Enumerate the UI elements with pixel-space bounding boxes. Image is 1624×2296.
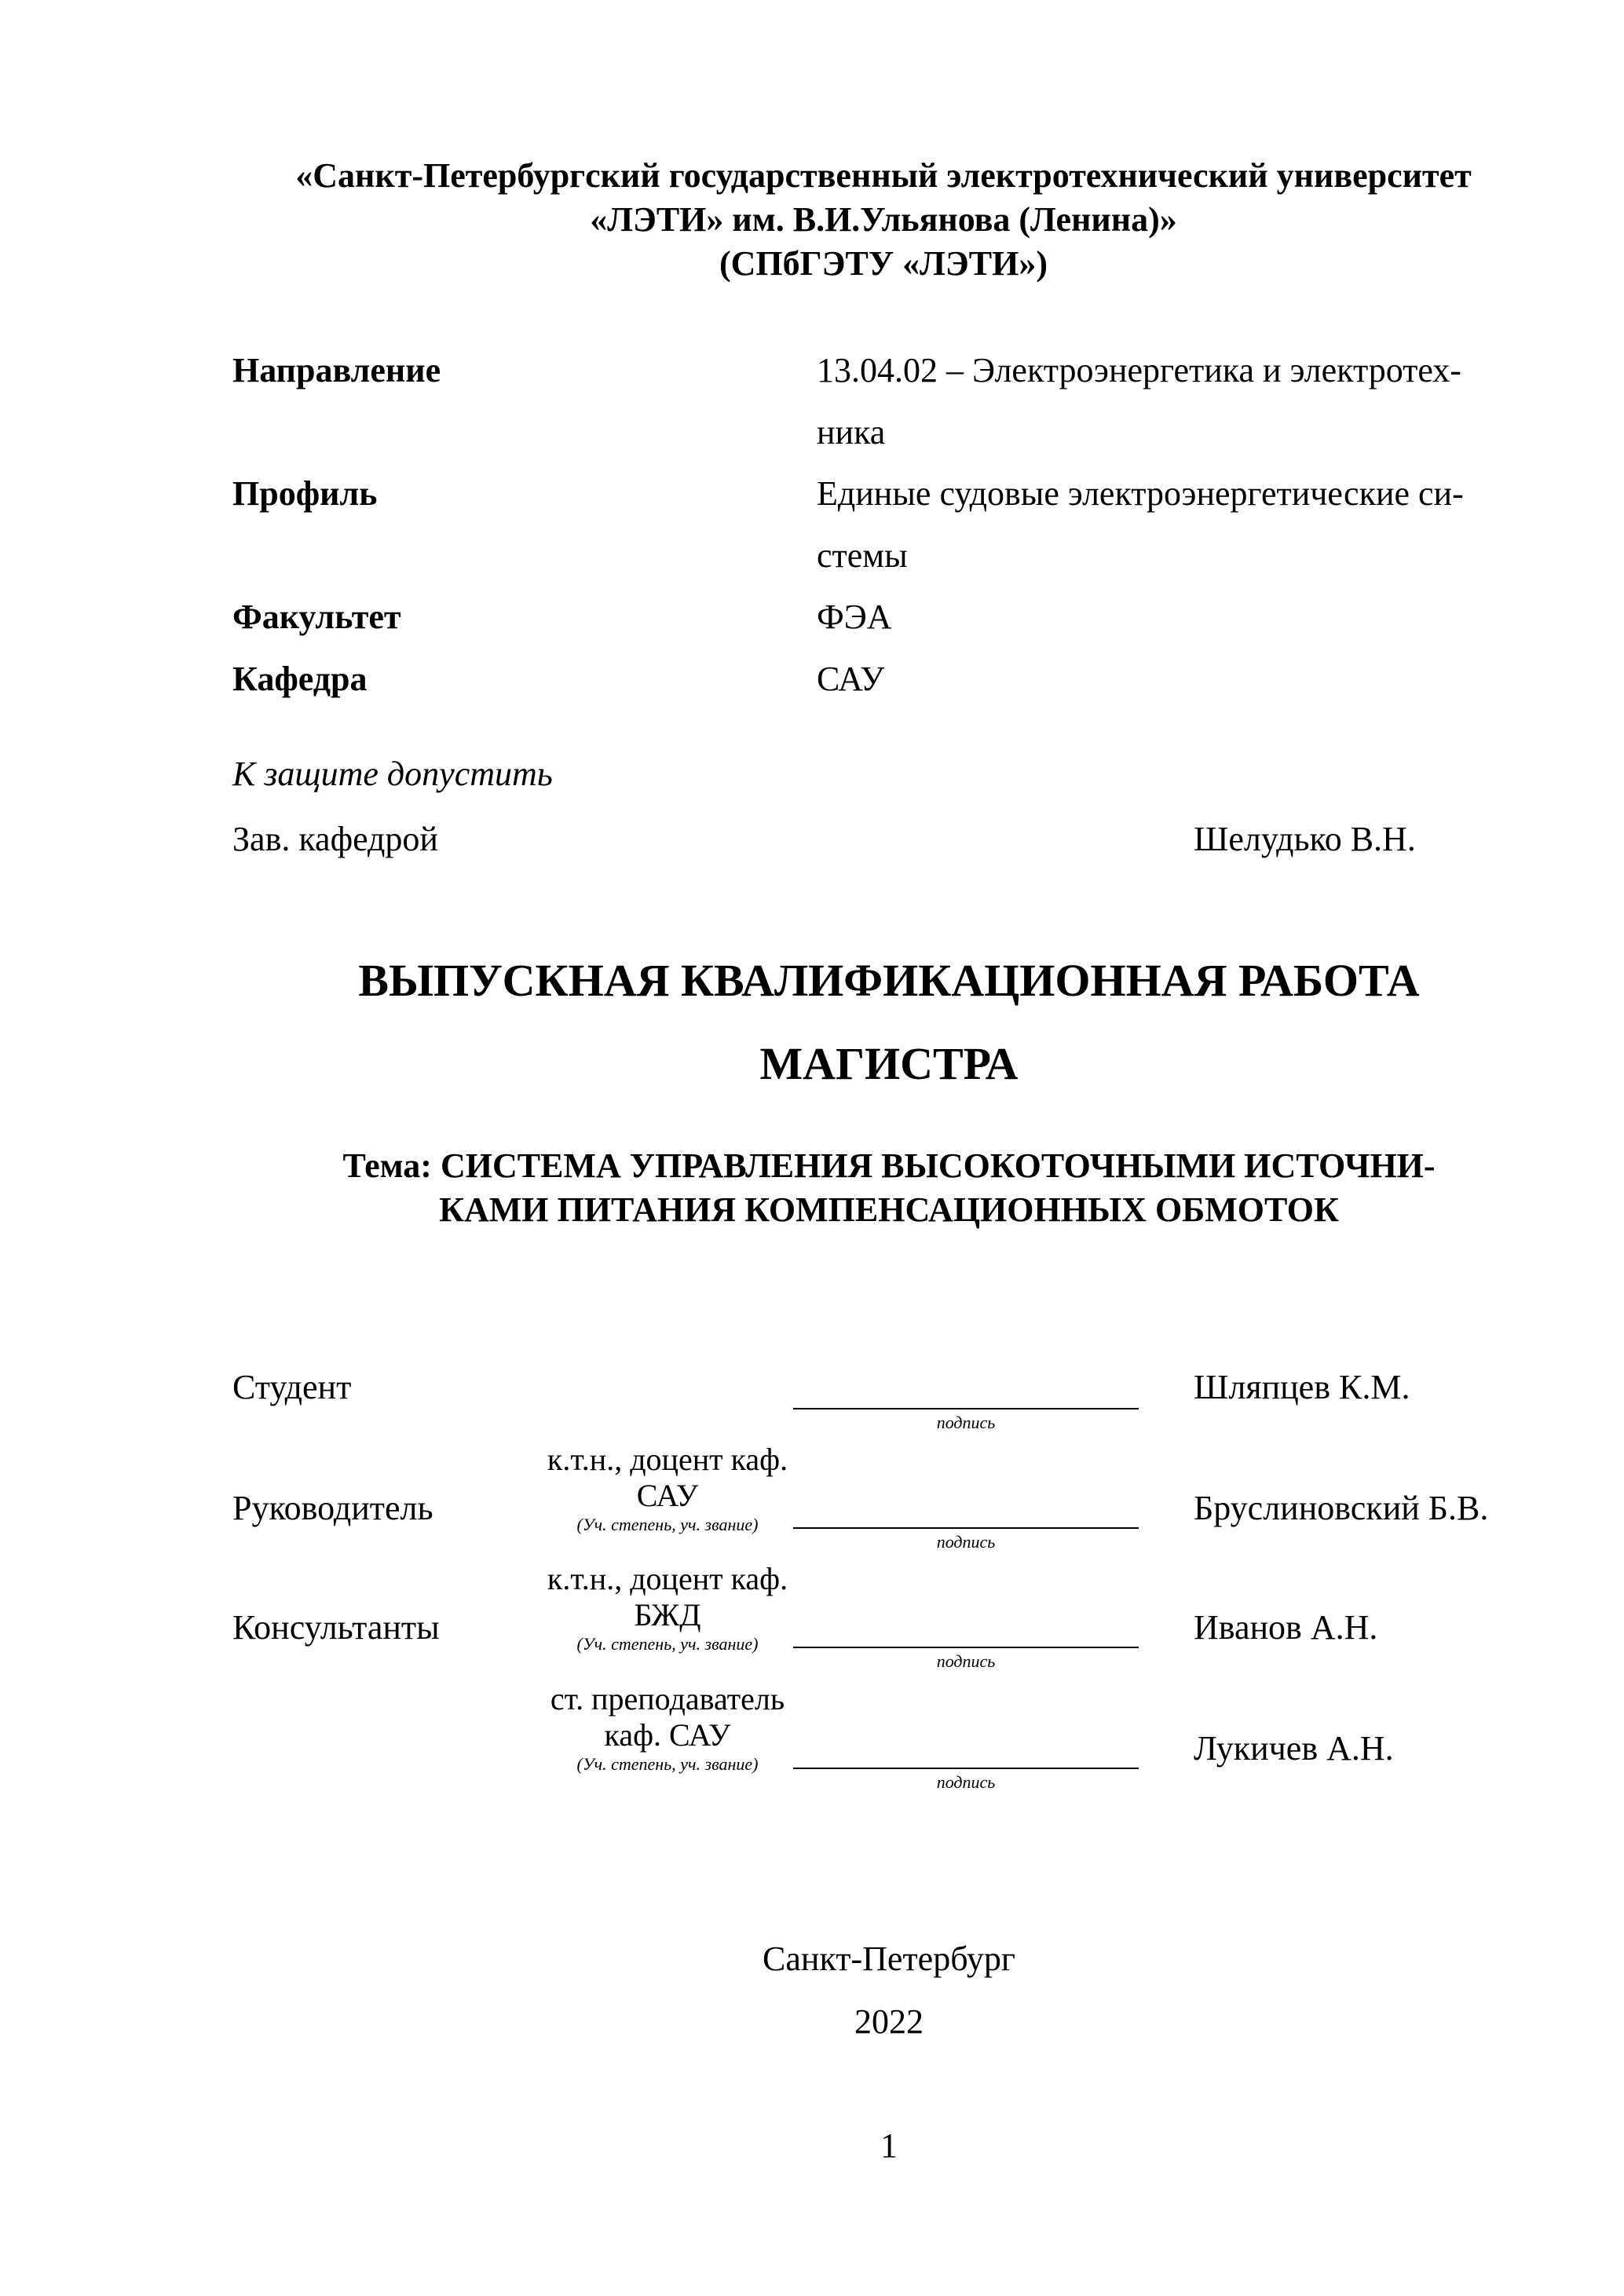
supervisor-rank-line-1: к.т.н., доцент каф. (547, 1442, 788, 1477)
consultant-1-signature-line (793, 1647, 1139, 1648)
supervisor-rank-caption: (Уч. степень, уч. звание) (576, 1515, 759, 1534)
document-title (0, 939, 1624, 1106)
supervisor-role: Руководитель (232, 1489, 433, 1527)
theme-line-1: Тема: СИСТЕМА УПРАВЛЕНИЯ ВЫСОКОТОЧНЫМИ ИСТОЧНИ- (342, 1146, 1436, 1185)
supervisor-rank-line-2: САУ (636, 1478, 699, 1513)
consultant-1-rank-line-1: к.т.н., доцент каф. (547, 1561, 788, 1596)
consultant-2-signature-line (793, 1768, 1139, 1769)
university-line-1: «Санкт-Петербургский государственный электротехнический университет (295, 156, 1472, 195)
profile-value-line-2: стемы (817, 536, 908, 575)
consultant-2-rank (471, 1681, 864, 1775)
head-of-department-name: Шелудько В.Н. (1194, 820, 1416, 858)
profile-value-line-1: Единые судовые электроэнергетические си- (817, 474, 1464, 513)
title-line-1: ВЫПУСКНАЯ КВАЛИФИКАЦИОННАЯ РАБОТА (358, 955, 1420, 1006)
university-line-2: «ЛЭТИ» им. В.И.Ульянова (Ленина)» (590, 200, 1177, 239)
profile-label: Профиль (232, 474, 378, 513)
title-line-2: МАГИСТРА (759, 1038, 1019, 1089)
consultant-1-rank (471, 1561, 864, 1655)
consultant-1-rank-caption: (Уч. степень, уч. звание) (576, 1634, 759, 1654)
student-signature-caption: подпись (936, 1413, 996, 1432)
consultants-role: Консультанты (232, 1608, 440, 1647)
consultant-1-name: Иванов А.Н. (1194, 1608, 1378, 1647)
thesis-theme (0, 1144, 1624, 1232)
student-name: Шляпцев К.М. (1194, 1368, 1410, 1406)
supervisor-signature-line (793, 1527, 1139, 1529)
theme-line-2: КАМИ ПИТАНИЯ КОМПЕНСАЦИОННЫХ ОБМОТОК (439, 1190, 1339, 1229)
consultant-1-signature-caption: подпись (936, 1651, 996, 1671)
consultant-2-rank-caption: (Уч. степень, уч. звание) (576, 1754, 759, 1774)
consultant-2-rank-line-1: ст. преподаватель (550, 1681, 785, 1717)
head-of-department-label: Зав. кафедрой (232, 820, 438, 858)
page-number: 1 (880, 2126, 898, 2165)
student-signature-line (793, 1408, 1139, 1409)
supervisor-name: Бруслиновский Б.В. (1194, 1489, 1489, 1527)
direction-value-line-1: 13.04.02 – Электроэнергетика и электротех- (817, 351, 1461, 389)
direction-value-line-2: ника (817, 413, 886, 452)
faculty-value: ФЭА (817, 598, 892, 636)
city: Санкт-Петербург (763, 1940, 1015, 1978)
consultant-2-rank-line-2: каф. САУ (604, 1717, 731, 1753)
direction-label: Направление (232, 351, 441, 389)
supervisor-signature-caption: подпись (936, 1532, 996, 1552)
year: 2022 (854, 2002, 924, 2041)
supervisor-rank (471, 1442, 864, 1536)
faculty-label: Факультет (232, 598, 401, 636)
university-line-3: (СПбГЭТУ «ЛЭТИ») (719, 244, 1048, 283)
department-value: САУ (817, 660, 885, 698)
consultant-2-signature-caption: подпись (936, 1772, 996, 1792)
consultant-1-rank-line-2: БЖД (634, 1597, 701, 1632)
department-label: Кафедра (232, 660, 368, 698)
consultant-2-name: Лукичев А.Н. (1194, 1729, 1394, 1768)
student-role: Студент (232, 1368, 352, 1406)
university-header (0, 154, 1624, 286)
admit-to-defense: К защите допустить (232, 755, 553, 793)
